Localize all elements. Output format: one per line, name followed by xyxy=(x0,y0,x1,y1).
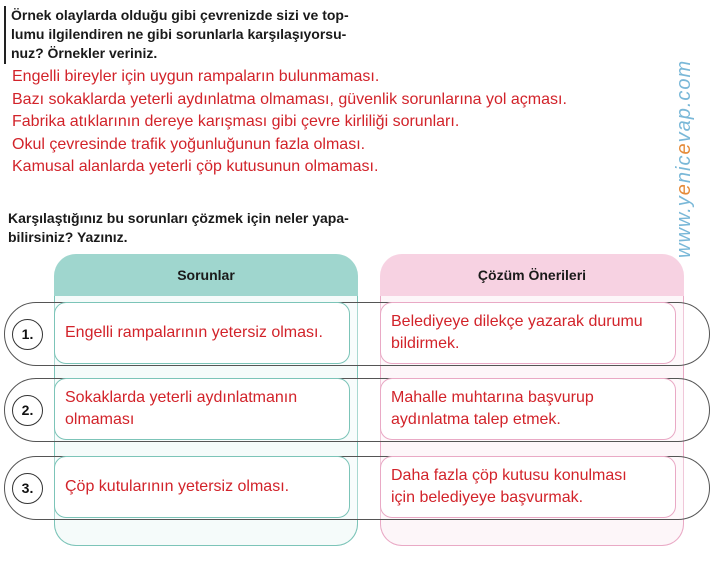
solution-text: Belediyeye dilekçe yazarak durumu bildirmek. xyxy=(391,313,643,352)
answer-line: Fabrika atıklarının dereye karışması gibi çevre kirliliği sorunları. xyxy=(12,113,460,130)
solutions-header: Çözüm Önerileri xyxy=(477,267,587,283)
answer-line: Bazı sokaklarda yeterli aydınlatma olmaması, güvenlik sorunlarına yol açması. xyxy=(12,90,567,108)
question-1-answers xyxy=(12,66,652,179)
question-1-line: Örnek olaylarda olduğu gibi çevrenizde sizi ve top- xyxy=(11,7,349,23)
question-marker-bar xyxy=(4,6,6,64)
solution-text: Daha fazla çöp kutusu konulması için belediyeye başvurmak. xyxy=(391,467,627,506)
question-2-line: bilirsiniz? Yazınız. xyxy=(8,229,128,245)
problem-text: Engelli rampalarının yetersiz olması. xyxy=(65,324,323,341)
solution-cell xyxy=(380,302,676,364)
question-1-line: nuz? Örnekler veriniz. xyxy=(11,45,158,61)
problem-cell xyxy=(54,302,350,364)
question-2-line: Karşılaştığınız bu sorunları çözmek için neler yapa- xyxy=(8,210,349,226)
problem-text: Sokaklarda yeterli aydınlatmanın olmaması xyxy=(65,389,298,428)
answer-line: Engelli bireyler için uygun rampaların bulunmaması. xyxy=(12,68,380,85)
problems-header: Sorunlar xyxy=(177,267,235,283)
row-number-badge: 2. xyxy=(12,395,43,426)
solution-cell xyxy=(380,378,676,440)
answer-line: Okul çevresinde trafik yoğunluğunun fazla olması. xyxy=(12,135,366,153)
question-1-line: lumu ilgilendiren ne gibi sorunlarla karşılaşıyorsu- xyxy=(11,26,347,42)
site-watermark: www.yenicevap.com xyxy=(673,59,695,258)
row-number-badge: 1. xyxy=(12,319,43,350)
solution-text: Mahalle muhtarına başvurup aydınlatma talep etmek. xyxy=(391,389,594,428)
question-2 xyxy=(8,209,408,247)
question-1 xyxy=(11,6,411,63)
row-number-badge: 3. xyxy=(12,473,43,504)
solution-cell xyxy=(380,456,676,518)
answer-line: Kamusal alanlarda yeterli çöp kutusunun olmaması. xyxy=(12,158,379,175)
problem-cell xyxy=(54,456,350,518)
problem-cell xyxy=(54,378,350,440)
problem-text: Çöp kutularının yetersiz olması. xyxy=(65,478,290,495)
